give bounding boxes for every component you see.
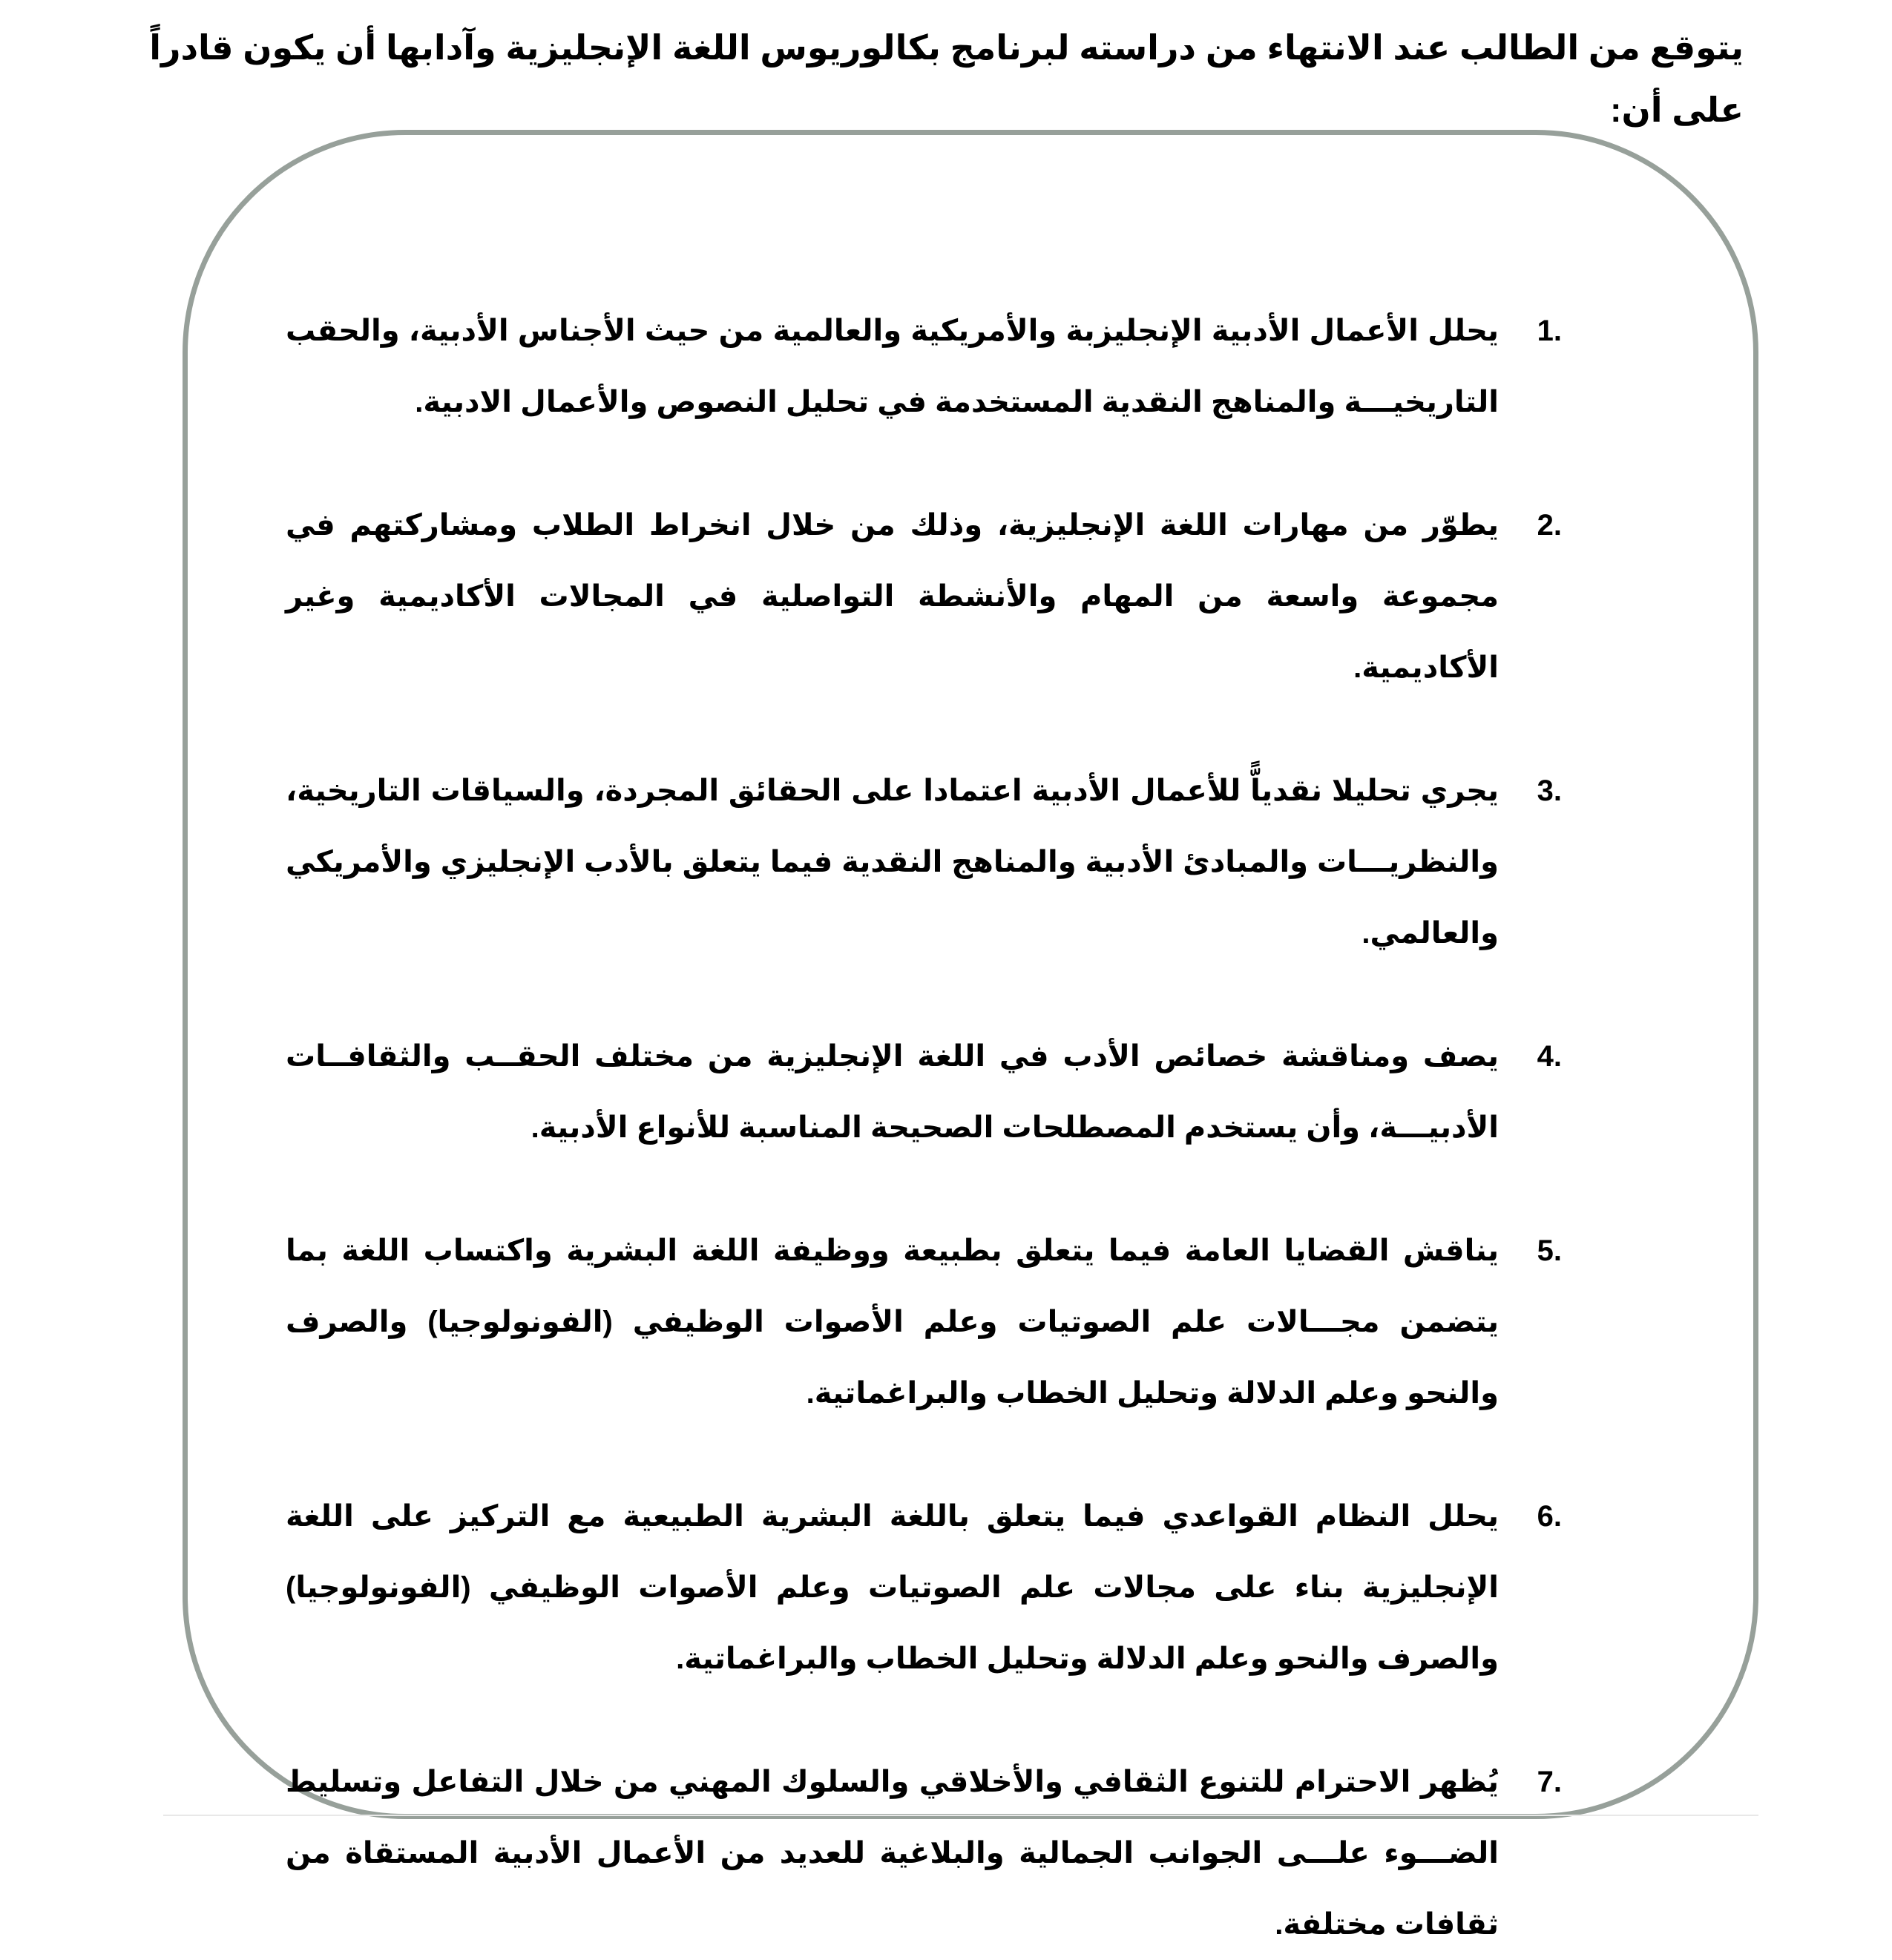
outcome-text: يصف ومناقشة خصائص الأدب في اللغة الإنجليزية من مختلف الحقــب والثقافــات الأدبيـــة، وأن يستخدم المصطلحات الصحيحة المناسبة للأنواع الأدبية. (286, 1040, 1499, 1144)
outcome-item-1 (286, 295, 1562, 438)
outcome-number: 6. (1537, 1500, 1562, 1533)
outcome-text: يناقش القضايا العامة فيما يتعلق بطبيعة ووظيفة اللغة البشرية واكتساب اللغة بما يتضمن مجـــالات علم الصوتيات وعلم الأصوات الوظيفي (الفونولوجيا) والصرف والنحو وعلم الدلالة وتحليل الخطاب والبراغماتية. (286, 1234, 1499, 1410)
outcome-text: يحلل الأعمال الأدبية الإنجليزبة والأمريكية والعالمية من حيث الأجناس الأدبية، والحقب التاريخيـــة والمناهج النقدية المستخدمة في تحليل النصوص والأعمال الادبية. (286, 315, 1499, 418)
page-bottom-rule (163, 1815, 1758, 1816)
outcome-text: يطوّر من مهارات اللغة الإنجليزية، وذلك من خلال انخراط الطلاب ومشاركتهم في مجموعة واسعة من المهام والأنشطة التواصلية في المجالات الأكاديمية وغير الأكاديمية. (286, 509, 1500, 684)
outcome-item-7 (286, 1746, 1562, 1960)
outcome-number: 7. (1537, 1766, 1562, 1798)
outcome-item-5 (286, 1215, 1562, 1429)
outcome-number: 4. (1537, 1040, 1562, 1073)
outcome-text: يحلل النظام القواعدي فيما يتعلق باللغة البشرية الطبيعية مع التركيز على اللغة الإنجليزية بناء على مجالات علم الصوتيات وعلم الأصوات الوظيفي (الفونولوجيا) والصرف والنحو وعلم الدلالة وتحليل الخطاب والبراغماتية. (286, 1500, 1499, 1675)
outcome-number: 1. (1537, 315, 1562, 347)
learning-outcomes-list (286, 295, 1562, 1960)
outcome-item-3 (286, 755, 1562, 969)
outcome-item-6 (286, 1481, 1562, 1694)
page-heading: يتوقع من الطالب عند الانتهاء من دراسته لبرنامج بكالوريوس اللغة الإنجليزية وآدابها أن يكون قادراً على أن: (149, 28, 1744, 129)
outcome-text: يُظهر الاحترام للتنوع الثقافي والأخلاقي والسلوك المهني من خلال التفاعل وتسليط الضـــوء علـــى الجوانب الجمالية والبلاغية للعديد من الأعمال الأدبية المستقاة من ثقافات مختلفة. (286, 1766, 1499, 1941)
outcome-text: يجري تحليلا نقدياًّ للأعمال الأدبية اعتمادا على الحقائق المجردة، والسياقات التاريخية، والنظريـــات والمبادئ الأدبية والمناهج النقدية فيما يتعلق بالأدب الإنجليزي والأمريكي والعالمي. (286, 775, 1499, 950)
outcome-item-2 (286, 490, 1562, 703)
outcome-item-4 (286, 1021, 1562, 1163)
outcome-number: 5. (1537, 1234, 1562, 1267)
outcome-number: 3. (1537, 775, 1562, 807)
outcome-number: 2. (1537, 509, 1562, 542)
